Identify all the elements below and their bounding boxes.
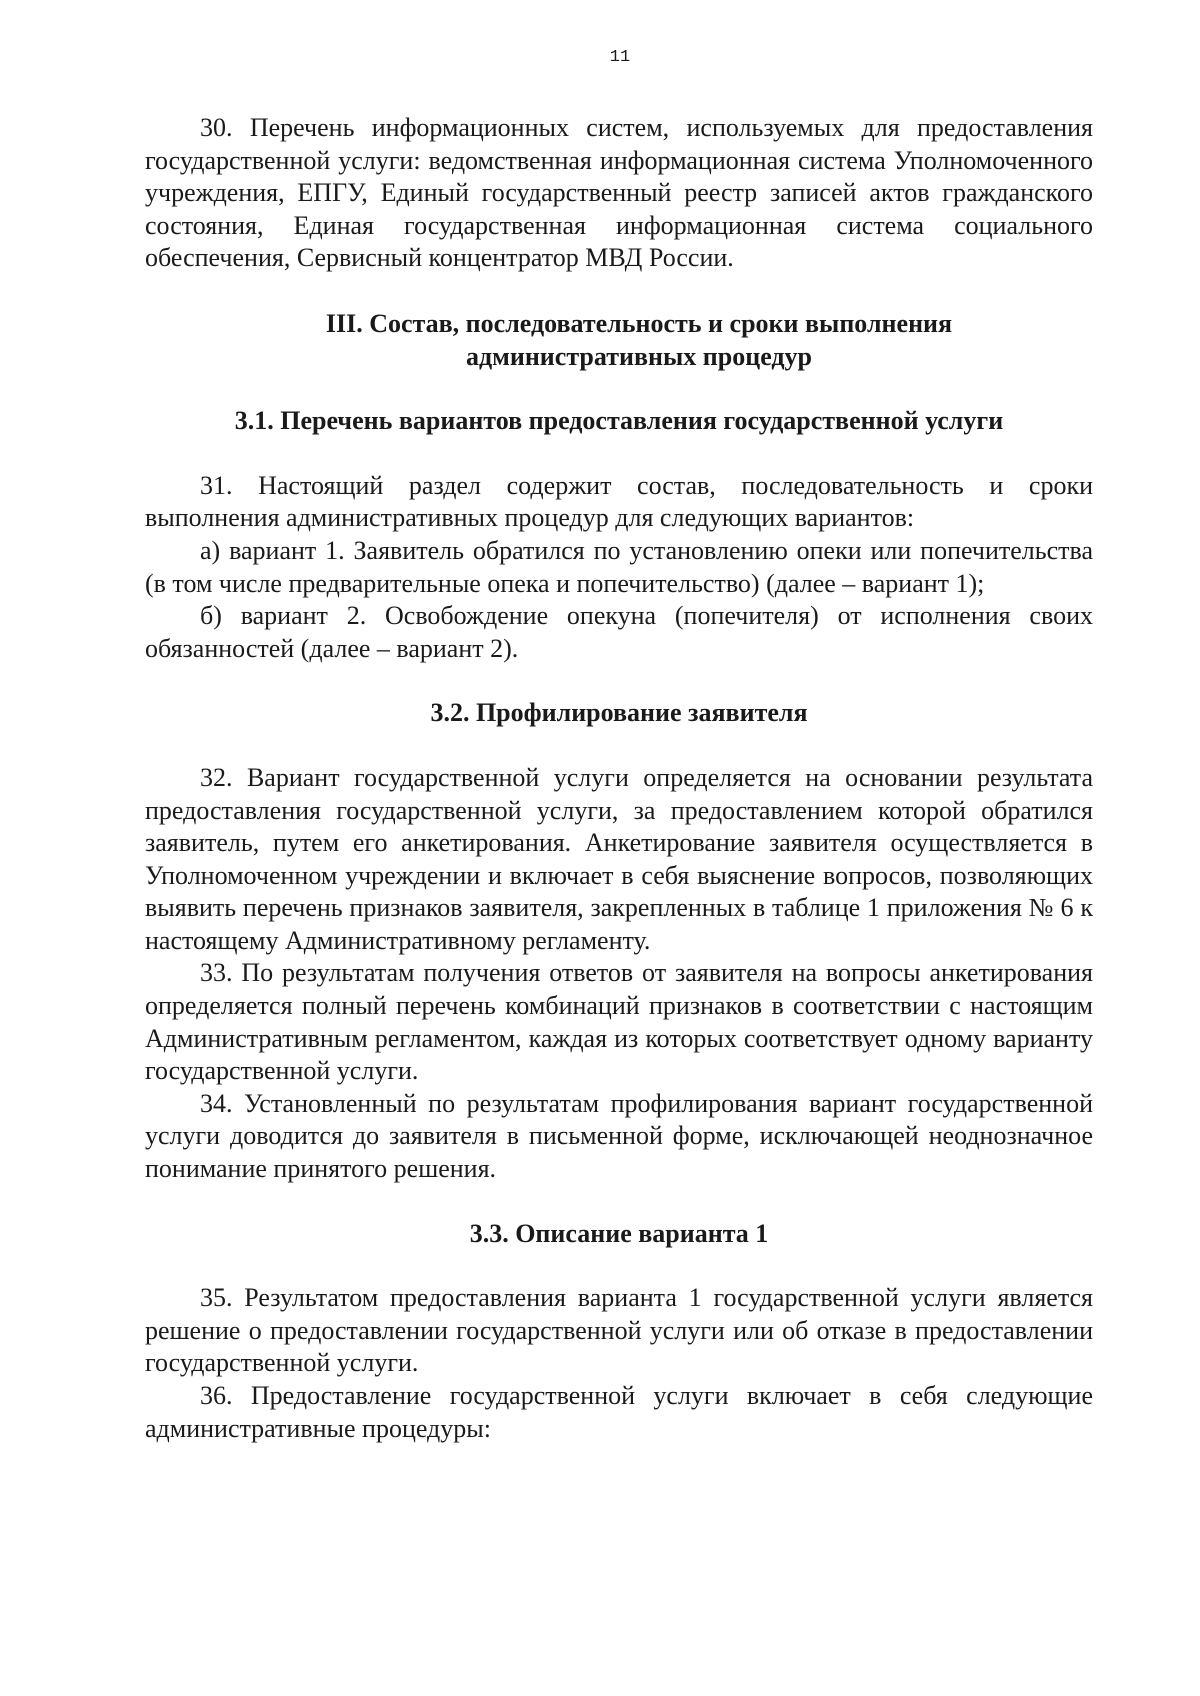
- paragraph-31: 31. Настоящий раздел содержит состав, последовательность и сроки выполнения административных процедур для следующих вариантов:: [145, 470, 1093, 533]
- paragraph-36: 36. Предоставление государственной услуги включает в себя следующие административные процедуры:: [145, 1381, 1093, 1443]
- paragraph-35: 35. Результатом предоставления варианта 1 государственной услуги является решение о предоставлении государственной услуги или об отказе в предоставлении государственной услуги.: [145, 1283, 1093, 1378]
- paragraph-30: 30. Перечень информационных систем, используемых для предоставления государственной услуги: ведомственная информационная система Уполномоченного учреждения, ЕПГУ, Единый государственный реестр записей актов гражданского состояния, Единая государственная информационная система социального обеспечения, Сервисный концентратор МВД России.: [145, 113, 1093, 273]
- paragraph-34: 34. Установленный по результатам профилирования вариант государственной услуги доводится до заявителя в письменной форме, исключающей неоднозначное понимание принятого решения.: [145, 1088, 1093, 1184]
- paragraph-31b: б) вариант 2. Освобождение опекуна (попечителя) от исполнения своих обязанностей (далее – вариант 2).: [145, 601, 1093, 663]
- subsection-heading-3-1: 3.1. Перечень вариантов предоставления государственной услуги: [234, 406, 1004, 436]
- subsection-heading-3-2: 3.2. Профилирование заявителя: [430, 698, 808, 728]
- subsection-heading-3-3: 3.3. Описание варианта 1: [469, 1218, 769, 1248]
- section-heading-line-2: административных процедур: [465, 341, 813, 371]
- page-number: 11: [609, 48, 631, 67]
- section-heading-iii: [145, 308, 1093, 373]
- paragraph-32: 32. Вариант государственной услуги определяется на основании результата предоставления государственной услуги, за предоставлением которой обратился заявитель, путем его анкетирования. Анкетирование заявителя осуществляется в Уполномоченном учреждении и включает в себя выяснение вопросов, позволяющих выявить перечень признаков заявителя, закрепленных в таблице 1 приложения № 6 к настоящему Административному регламенту.: [145, 762, 1093, 955]
- section-heading-line-1: III. Состав, последовательность и сроки выполнения: [325, 308, 953, 338]
- paragraph-31a: а) вариант 1. Заявитель обратился по установлению опеки или попечительства (в том числе предварительные опека и попечительство) (далее – вариант 1);: [145, 535, 1093, 598]
- document-body: [145, 112, 1093, 1445]
- paragraph-33: 33. По результатам получения ответов от заявителя на вопросы анкетирования определяется полный перечень комбинаций признаков в соответствии с настоящим Административным регламентом, каждая из которых соответствует одному варианту государственной услуги.: [145, 958, 1093, 1086]
